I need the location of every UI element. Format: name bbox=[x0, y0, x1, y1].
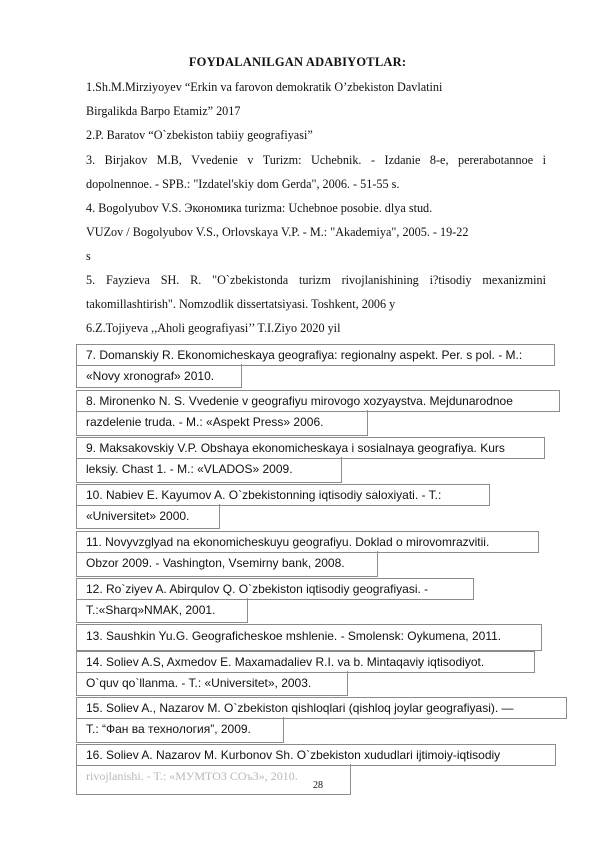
reference-line: 13. Saushkin Yu.G. Geograficheskoe mshlenie. - Smolensk: Oykumena, 2011. bbox=[86, 629, 502, 643]
page-number: 28 bbox=[313, 780, 323, 791]
reference-line: dopolnennoe. - SPB.: "Izdatel'skiy dom Gerda", 2006. - 51-55 s. bbox=[86, 177, 400, 191]
reference-line: 14. Soliev A.S, Axmedov E. Maxamadaliev R.I. va b. Mintaqaviy iqtisodiyot. bbox=[86, 655, 485, 669]
reference-line: 9. Maksakovskiy V.P. Obshaya ekonomicheskaya i sosialnaya geografiya. Kurs bbox=[86, 441, 505, 455]
reference-line: Obzor 2009. - Vashington, Vsemirny bank, 2008. bbox=[86, 556, 345, 570]
reference-line: 10. Nabiev E. Kayumov A. O`zbekistonning iqtisodiy saloxiyati. - T.: bbox=[86, 488, 442, 502]
reference-line: T.: “Фан ва технология”, 2009. bbox=[86, 722, 251, 736]
reference-line: 7. Domanskiy R. Ekonomicheskaya geografiya: regionalny aspekt. Per. s pol. - M.: bbox=[86, 348, 523, 362]
reference-line: 1.Sh.M.Mirziyoyev “Erkin va farovon demokratik O’zbekiston Davlatini bbox=[86, 80, 443, 94]
reference-line: 12. Ro`ziyev A. Abirqulov Q. O`zbekiston iqtisodiy geografiyasi. - bbox=[86, 582, 429, 596]
reference-line: s bbox=[86, 249, 91, 263]
reference-line: 15. Soliev A., Nazarov M. O`zbekiston qishloqlari (qishloq joylar geografiyasi). — bbox=[86, 701, 514, 715]
reference-line: 16. Soliev A. Nazarov M. Kurbonov Sh. O`zbekiston xududlari ijtimoiy-iqtisodiy bbox=[86, 748, 501, 762]
reference-line: 6.Z.Tojiyeva ,,Aholi geografiyasi’’ T.I.Ziyo 2020 yil bbox=[86, 321, 341, 335]
reference-line: leksiy. Chast 1. - M.: «VLADOS» 2009. bbox=[86, 462, 293, 476]
reference-line: takomillashtirish". Nomzodlik dissertatsiyasi. Toshkent, 2006 y bbox=[86, 297, 396, 311]
reference-line: 8. Mironenko N. S. Vvedenie v geografiyu mirovogo xozyaystva. Mejdunarodnoe bbox=[86, 394, 513, 408]
reference-line: T.:«Sharq»NMAK, 2001. bbox=[86, 603, 216, 617]
reference-line: «Universitet» 2000. bbox=[86, 509, 190, 523]
reference-line: 5. Fayzieva SH. R. "O`zbekistonda turizm rivojlanishining i?tisodiy mexanizmini bbox=[86, 273, 546, 287]
reference-line: VUZov / Bogolyubov V.S., Orlovskaya V.P. - M.: "Akademiya", 2005. - 19-22 bbox=[86, 225, 469, 239]
reference-line: «Novy xronograf» 2010. bbox=[86, 369, 215, 383]
reference-line: razdelenie truda. - M.: «Aspekt Press» 2006. bbox=[86, 415, 324, 429]
reference-line: O`quv qo`llanma. - T.: «Universitet», 2003. bbox=[86, 676, 312, 690]
reference-line: rivojlanishi. - T.: «МУМТОЗ СОъЗ», 2010. bbox=[86, 769, 298, 783]
reference-line: 11. Novyvzglyad na ekonomicheskuyu geografiyu. Doklad o mirovomrazvitii. bbox=[86, 535, 490, 549]
reference-line: Birgalikda Barpo Etamiz” 2017 bbox=[86, 104, 241, 118]
reference-line: 2.P. Baratov “O`zbekiston tabiiy geografiyasi” bbox=[86, 128, 313, 142]
reference-line: 4. Bogolyubov V.S. Экономика turizma: Uchebnoe posobie. dlya stud. bbox=[86, 201, 433, 215]
page-title: FOYDALANILGAN ADABIYOTLAR: bbox=[188, 55, 407, 69]
reference-line: 3. Birjakov M.B, Vvedenie v Turizm: Uchebnik. - Izdanie 8-e, pererabotannoe i bbox=[86, 153, 546, 167]
